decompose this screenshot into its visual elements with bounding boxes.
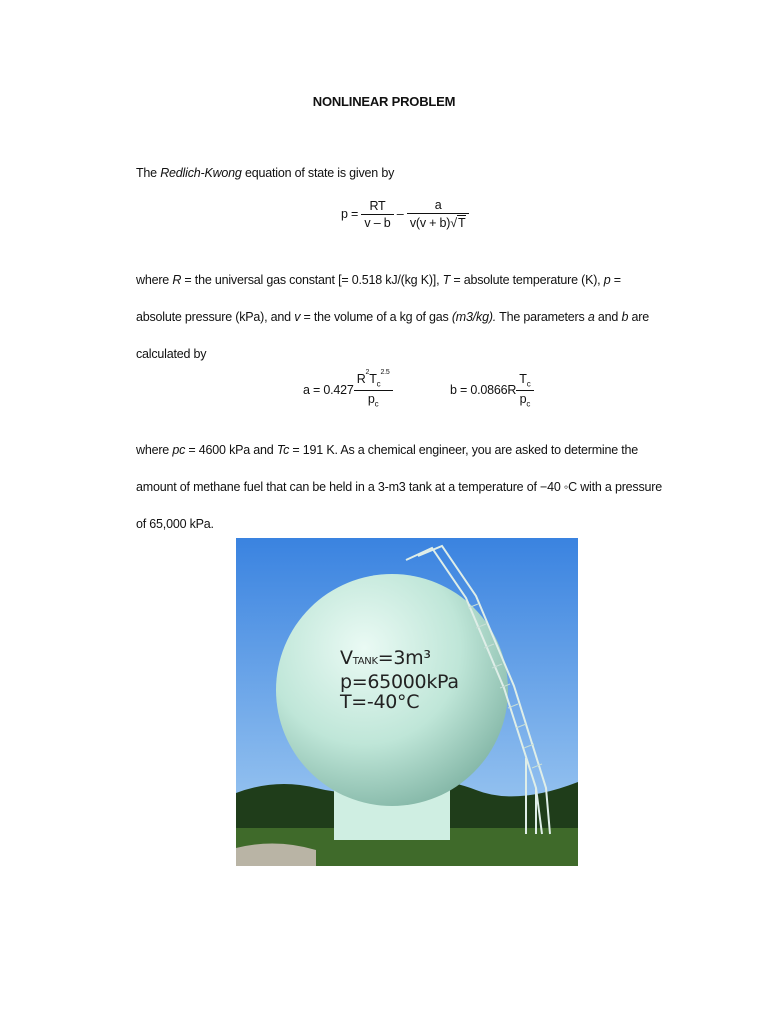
redlich-kwong-equation: p = $\frac{RT}{v - b}$ – $\frac{a}{v(v + b)√T}$ [341, 198, 469, 230]
fraction-a: $\frac{a}{v(v + b)√T}$ [407, 198, 470, 230]
problem-statement: where pc = 4600 kPa and Tc = 191 K. As a chemical engineer, you are asked to determine the amount of methane fuel that can be held in a 3-m3 tank at a temperature of −40 ◦C with a pressure of 65,000 kPa. [136, 443, 662, 531]
parameter-b-equation: b = 0.0866R $\frac{T_c}{p_c}$ [450, 372, 534, 408]
intro-paragraph: The Redlich-Kwong equation of state is given by [136, 166, 395, 180]
equation-name: Redlich-Kwong [160, 166, 242, 180]
page-title: NONLINEAR PROBLEM [312, 94, 456, 109]
fraction-rt: $\frac{RT}{v - b}$ [361, 199, 393, 230]
tank-specs-overlay: VTANK=3m³ p=65000kPa T=-40°C [340, 647, 459, 713]
parameter-a-equation: a = 0.427 $\frac{R^2T_c^{2.5}}{p_c}$ [303, 372, 393, 408]
definitions-paragraph: where R = the universal gas constant [= 0.518 kJ/(kg K)], T = absolute temperature (K), p = absolute pressure (kPa), and v = the volume of a kg of gas (m3/kg). The parameters a and b are calculated by [136, 273, 649, 361]
spherical-tank-photo [236, 538, 578, 866]
